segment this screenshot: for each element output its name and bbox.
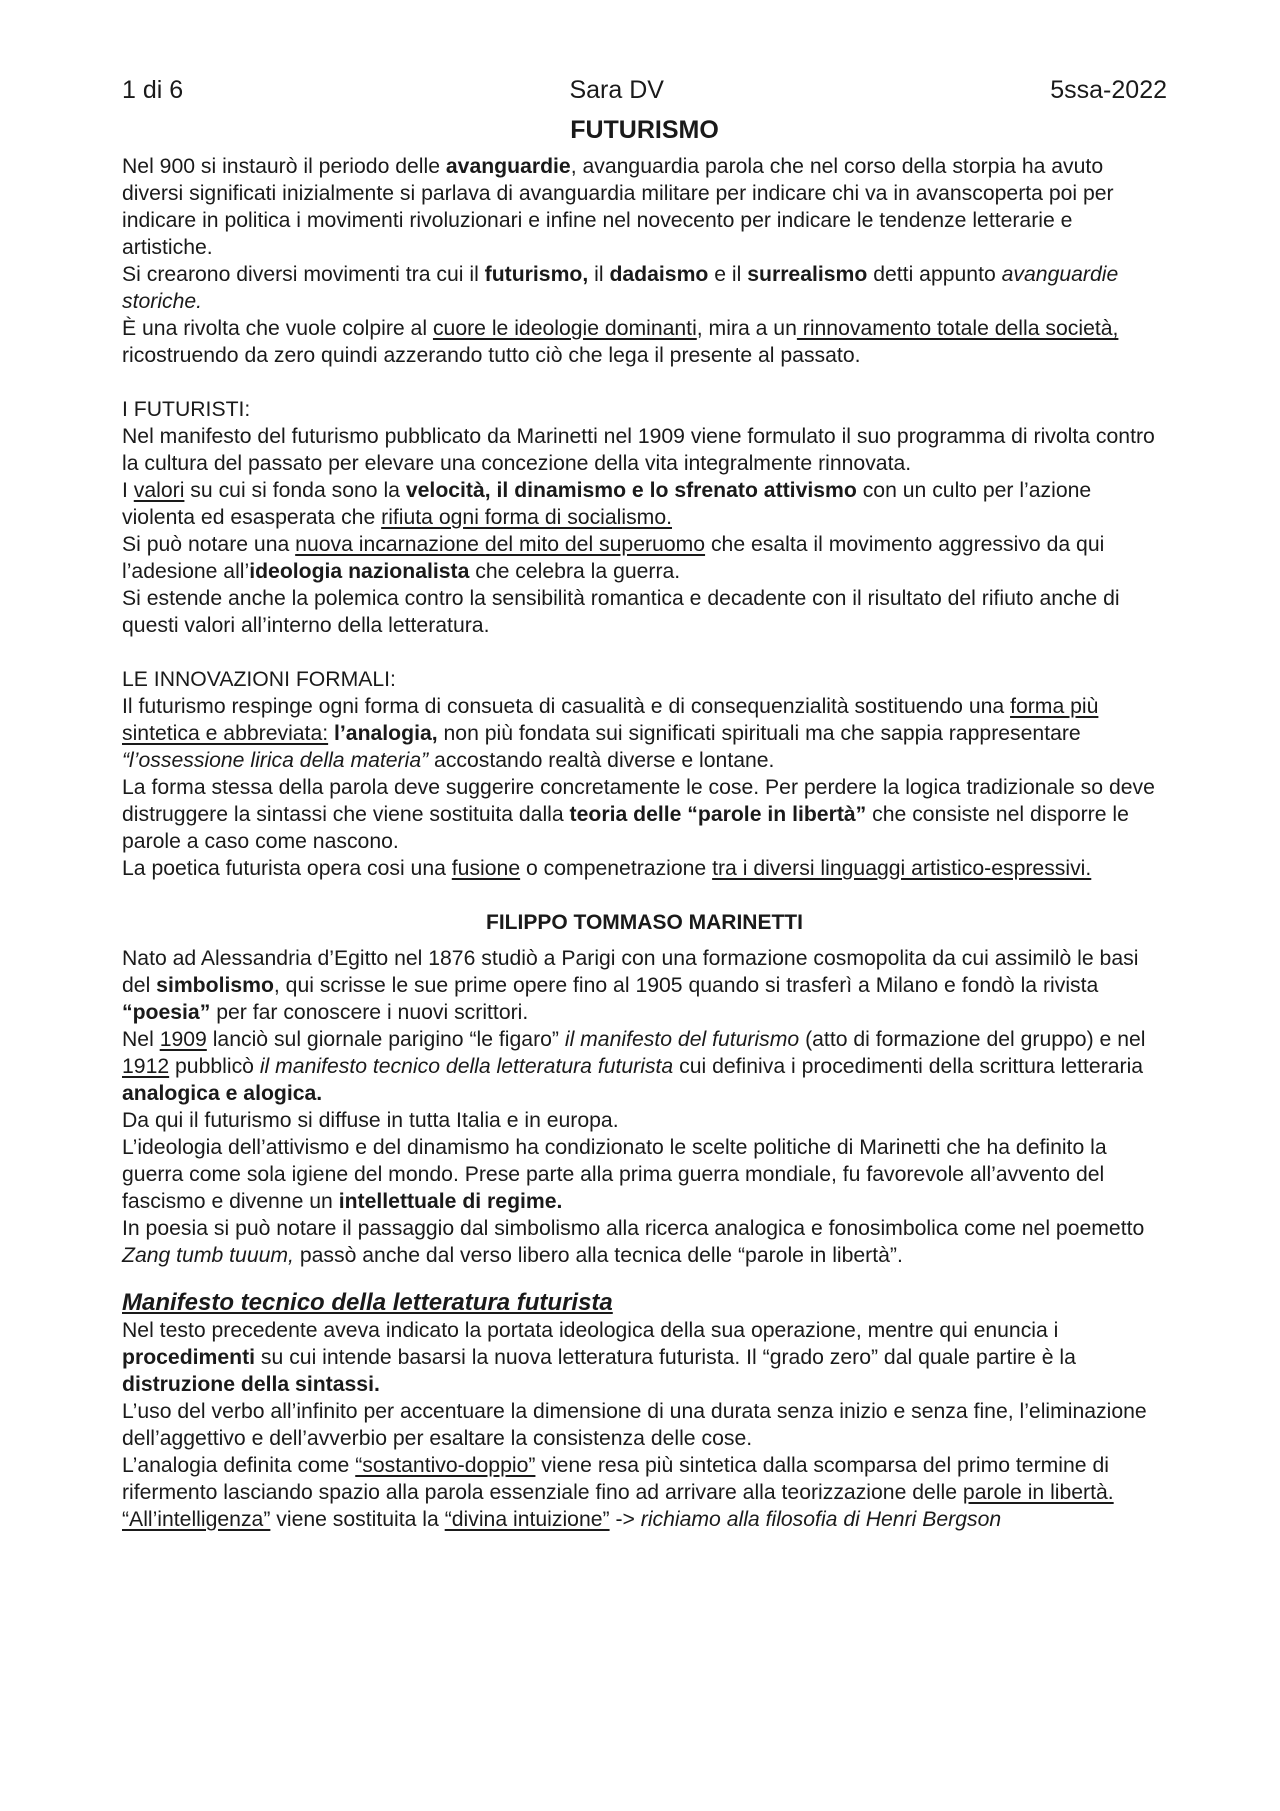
futuristi-section xyxy=(122,396,1167,639)
text-run: cuore le ideologie dominanti xyxy=(432,317,697,340)
text-run: il xyxy=(588,263,610,286)
text-run: L’uso del verbo all’infinito per accentuare la dimensione di una durata senza inizio e senza fine, l’eliminazione dell’aggettivo e dell’avverbio per esaltare la consistenza delle cose. xyxy=(122,1400,1147,1450)
text-run: 1909 xyxy=(159,1028,207,1051)
text-run: su cui si fonda sono la xyxy=(184,479,406,502)
text-run: Si può notare una xyxy=(122,533,296,556)
page-header xyxy=(122,76,1167,110)
paragraph xyxy=(122,477,1167,531)
text-run: tra i diversi linguaggi artistico-espressivi. xyxy=(712,857,1092,880)
text-run: parole in libertà. xyxy=(962,1481,1114,1504)
text-run: simbolismo xyxy=(156,974,274,997)
text-run: su cui intende basarsi la nuova letteratura futurista. Il “grado zero” dal quale partire è la xyxy=(255,1346,1076,1369)
text-run: procedimenti xyxy=(122,1346,256,1369)
text-run: forma più sintetica e abbreviata: xyxy=(122,695,1099,745)
paragraph xyxy=(122,1107,1167,1134)
text-run: “sostantivo-doppio” xyxy=(355,1454,536,1477)
text-run: “All’intelligenza” xyxy=(122,1508,271,1531)
page-number: 1 di 6 xyxy=(122,76,184,104)
text-run: -> xyxy=(609,1508,641,1531)
text-run: “divina intuizione” xyxy=(444,1508,610,1531)
text-run: e il xyxy=(708,263,748,286)
text-run: cui definiva i procedimenti della scrittura letteraria xyxy=(673,1055,1144,1078)
text-run: distruzione della sintassi. xyxy=(122,1373,380,1396)
class-label: 5ssa-2022 xyxy=(1050,76,1167,104)
spacer xyxy=(122,639,1167,666)
paragraph xyxy=(122,1506,1167,1533)
paragraph xyxy=(122,1026,1167,1107)
text-run: valori xyxy=(133,479,185,502)
text-run: , avanguardia parola che nel corso della storpia ha avuto diversi significati inizialmente si parlava di avanguardia militare per indicare chi va in avanscoperta poi per indicare in politica i movimenti rivoluzionari e infine nel novecento per indicare le tendenze letterarie e artistiche. xyxy=(122,155,1114,259)
text-run: accostando realtà diverse e lontane. xyxy=(428,749,775,772)
text-run: ricostruendo da zero quindi azzerando tutto ciò che lega il presente al passato. xyxy=(122,344,861,367)
text-run: fusione xyxy=(451,857,521,880)
text-run: rinnovamento totale della società, xyxy=(796,317,1119,340)
spacer xyxy=(122,369,1167,396)
text-run: Nel 900 si instaurò il periodo delle xyxy=(122,155,446,178)
text-run: detti appunto xyxy=(867,263,1002,286)
text-run: Nel xyxy=(122,1028,160,1051)
paragraph xyxy=(122,1317,1167,1398)
manifesto-section xyxy=(122,1317,1167,1533)
intro-section xyxy=(122,153,1167,369)
text-run: con un culto per l’azione violenta ed esasperata che xyxy=(122,479,1092,529)
paragraph xyxy=(122,945,1167,1026)
text-run: Nel testo precedente aveva indicato la portata ideologica della sua operazione, mentre qui enuncia i xyxy=(122,1319,1059,1342)
text-run: La forma stessa della parola deve suggerire concretamente le cose. Per perdere la logica tradizionale so deve distruggere la sintassi che viene sostituita dalla xyxy=(122,776,1155,826)
text-run: non più fondata sui significati spirituali ma che sappia rappresentare xyxy=(437,722,1081,745)
page-title: FUTURISMO xyxy=(570,116,719,144)
text-run: teoria delle “parole in libertà” xyxy=(569,803,867,826)
text-run: , mira a un xyxy=(696,317,797,340)
paragraph xyxy=(122,423,1167,477)
text-run: , qui scrisse le sue prime opere fino al 1905 quando si trasferì a Milano e fondò la rivista xyxy=(273,974,1099,997)
text-run: “poesia” xyxy=(122,1001,211,1024)
paragraph xyxy=(122,1398,1167,1452)
text-run: LE INNOVAZIONI FORMALI: xyxy=(122,668,396,691)
text-run: viene sostituita la xyxy=(270,1508,445,1531)
document-page xyxy=(122,76,1167,1533)
text-run: La poetica futurista opera cosi una xyxy=(122,857,452,880)
text-run: L’analogia definita come xyxy=(122,1454,356,1477)
paragraph xyxy=(122,396,1167,423)
text-run: per far conoscere i nuovi scrittori. xyxy=(210,1001,529,1024)
text-run: avanguardie xyxy=(445,155,571,178)
text-run: surrealismo xyxy=(747,263,868,286)
text-run: Si crearono diversi movimenti tra cui il xyxy=(122,263,485,286)
text-run: il manifesto tecnico della letteratura futurista xyxy=(259,1055,674,1078)
text-run: analogica e alogica. xyxy=(122,1082,323,1105)
paragraph xyxy=(122,1215,1167,1269)
text-run: I FUTURISTI: xyxy=(122,398,251,421)
text-run: il manifesto del futurismo xyxy=(564,1028,800,1051)
paragraph xyxy=(122,531,1167,585)
text-run: o compenetrazione xyxy=(520,857,713,880)
manifesto-heading: Manifesto tecnico della letteratura futurista xyxy=(122,1289,613,1316)
marinetti-heading: FILIPPO TOMMASO MARINETTI xyxy=(486,911,803,934)
text-run: passò anche dal verso libero alla tecnica delle “parole in libertà”. xyxy=(293,1244,903,1267)
text-run: l’analogia, xyxy=(334,722,438,745)
paragraph xyxy=(122,153,1167,261)
text-run: Da qui il futurismo si diffuse in tutta Italia e in europa. xyxy=(122,1109,619,1132)
paragraph xyxy=(122,585,1167,639)
text-run: che celebra la guerra. xyxy=(469,560,681,583)
text-run: che esalta il movimento aggressivo da qui l’adesione all’ xyxy=(122,533,1105,583)
paragraph xyxy=(122,666,1167,693)
text-run: 1912 xyxy=(122,1055,170,1078)
paragraph xyxy=(122,315,1167,369)
text-run: Nel manifesto del futurismo pubblicato da Marinetti nel 1909 viene formulato il suo programma di rivolta contro la cultura del passato per elevare una concezione della vita integralmente rinnovata. xyxy=(122,425,1155,475)
text-run: In poesia si può notare il passaggio dal simbolismo alla ricerca analogica e fonosimbolica come nel poemetto xyxy=(122,1217,1145,1240)
text-run: viene resa più sintetica dalla scomparsa del primo termine di rifermento lasciando spazio alla parola essenziale fino ad arrivare alla teorizzazione delle xyxy=(122,1454,1109,1504)
text-run: Zang tumb tuuum, xyxy=(122,1244,294,1267)
text-run: avanguardie storiche. xyxy=(122,263,1119,313)
text-run: nuova incarnazione del mito del superuomo xyxy=(295,533,706,556)
text-run: velocità, il dinamismo e lo sfrenato attivismo xyxy=(405,479,857,502)
text-run: intellettuale di regime. xyxy=(338,1190,563,1213)
paragraph xyxy=(122,693,1167,774)
paragraph xyxy=(122,1452,1167,1506)
text-run: lanciò sul giornale parigino “le figaro” xyxy=(206,1028,565,1051)
text-run: richiamo alla filosofia di Henri Bergson xyxy=(640,1508,1002,1531)
text-run: L’ideologia dell’attivismo e del dinamismo ha condizionato le scelte politiche di Marinetti che ha definito la guerra come sola igiene del mondo. Prese parte alla prima guerra mondiale, fu favorevole all’avvento del fascismo e divenne un xyxy=(122,1136,1107,1213)
paragraph xyxy=(122,855,1167,882)
text-run: che consiste nel disporre le parole a caso come nascono. xyxy=(122,803,1129,853)
text-run: pubblicò xyxy=(169,1055,260,1078)
author-name: Sara DV xyxy=(569,76,664,104)
text-run: (atto di formazione del gruppo) e nel xyxy=(799,1028,1146,1051)
text-run: ideologia nazionalista xyxy=(249,560,470,583)
innovazioni-section xyxy=(122,666,1167,882)
text-run: futurismo, xyxy=(484,263,589,286)
text-run: È una rivolta che vuole colpire al xyxy=(122,317,433,340)
text-run: dadaismo xyxy=(609,263,709,286)
text-run: I xyxy=(122,479,134,502)
marinetti-section xyxy=(122,945,1167,1269)
text-run: “l’ossessione lirica della materia” xyxy=(122,749,429,772)
paragraph xyxy=(122,774,1167,855)
text-run: Si estende anche la polemica contro la sensibilità romantica e decadente con il risultato del rifiuto anche di questi valori all’interno della letteratura. xyxy=(122,587,1120,637)
text-run: Nato ad Alessandria d’Egitto nel 1876 studiò a Parigi con una formazione cosmopolita da cui assimilò le basi del xyxy=(122,947,1139,997)
text-run: rifiuta ogni forma di socialismo. xyxy=(381,506,672,529)
text-run: Il futurismo respinge ogni forma di consueta di casualità e di consequenzialità sostituendo una xyxy=(122,695,1011,718)
paragraph xyxy=(122,1134,1167,1215)
paragraph xyxy=(122,261,1167,315)
